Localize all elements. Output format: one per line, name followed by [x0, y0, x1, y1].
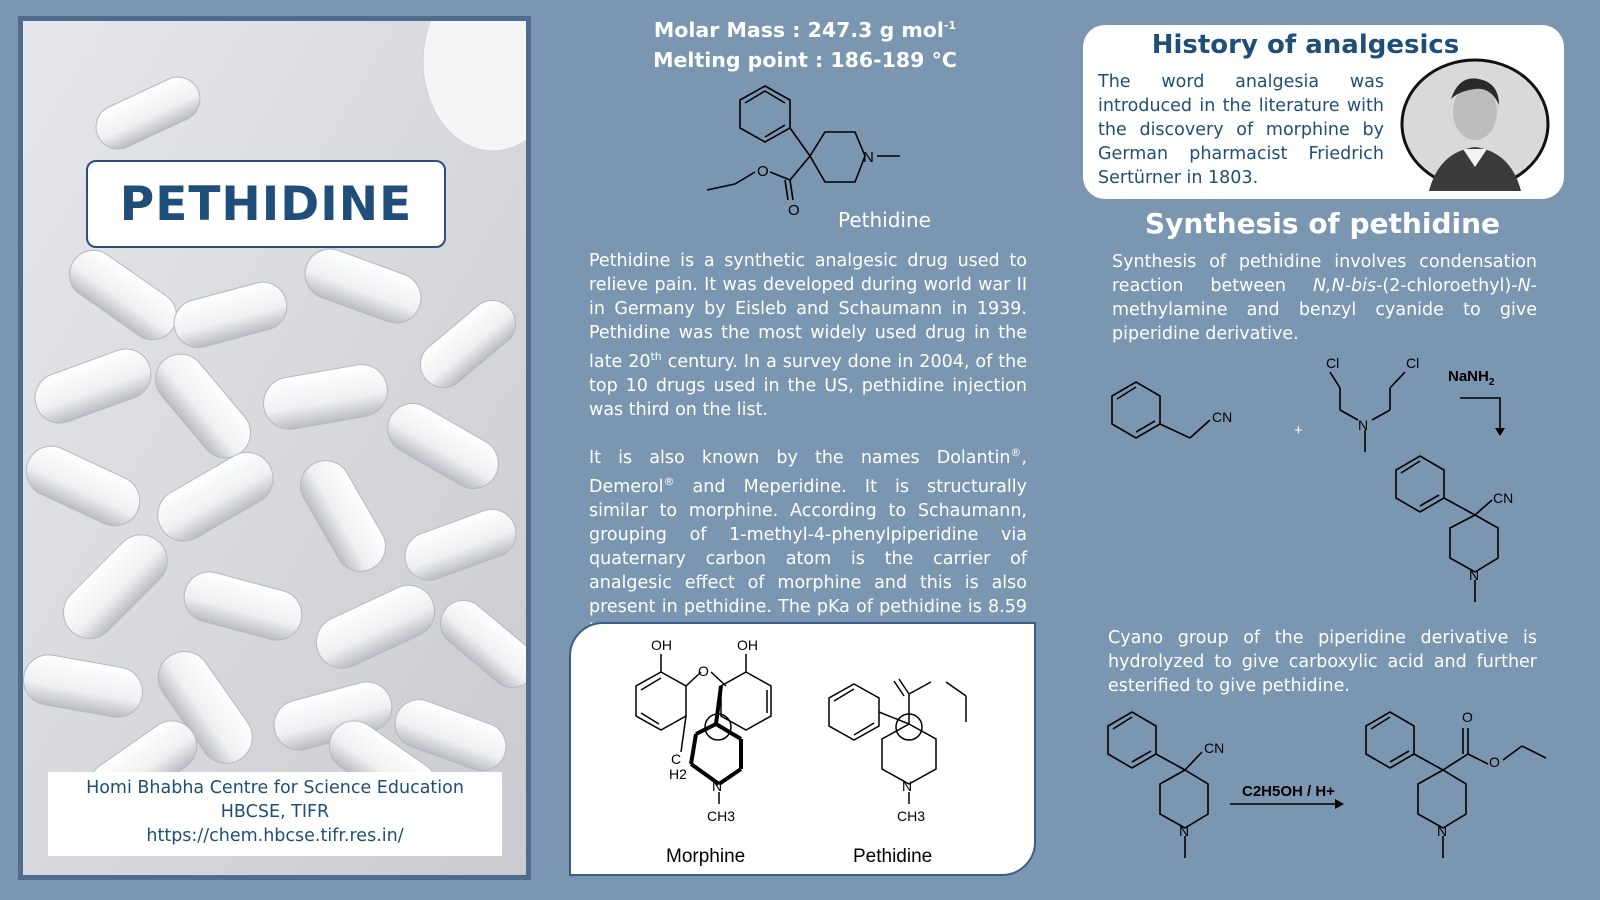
synthesis-title: Synthesis of pethidine [1144, 207, 1501, 240]
comparison-structures [571, 624, 1034, 874]
morphine-n: N [712, 778, 723, 794]
names-paragraph: It is also known by the names Dolantin®, Demerol® and Meperidine. It is structurally similar to morphine. According to Schaumann, grouping of 1-methyl-4-phenylpiperidine via quaternary carbon atom is the carrier of analgesic effect of morphine and this is also present in pethidine. The pKa of pethidine is 8.59 [589, 446, 1027, 617]
svg-text:CN: CN [1212, 409, 1233, 425]
reagent-nanh2: NaNH$_2$ [1448, 368, 1495, 388]
pethidine-n: N [902, 778, 913, 794]
svg-text:O: O [1489, 754, 1500, 770]
history-title: History of analgesics [1151, 30, 1460, 60]
morphine-h2: H2 [669, 766, 687, 782]
morphine-ch3: CH3 [707, 808, 736, 824]
o-atom-2: O [788, 202, 800, 219]
svg-text:O: O [1462, 709, 1473, 725]
morphine-oh-1: OH [651, 637, 672, 653]
structure-caption: Pethidine [838, 208, 931, 232]
title-box [86, 160, 446, 248]
synthesis-scheme-step1 [1100, 350, 1570, 620]
history-text: The word analgesia was introduced in the literature with the discovery of morphine by German pharmacist Friedrich Sertürner in 1803. [1098, 72, 1384, 188]
svg-text:N: N [1358, 417, 1369, 433]
page-title: PETHIDINE [119, 176, 413, 232]
morphine-o: O [698, 663, 709, 679]
svg-text:N: N [1437, 823, 1448, 839]
svg-text:Cl: Cl [1326, 355, 1340, 371]
pethidine-compare-caption: Pethidine [853, 846, 933, 867]
serturner-portrait [1399, 57, 1551, 191]
o-atom: O [757, 163, 769, 180]
n-atom: N [863, 149, 874, 166]
morphine-oh-2: OH [737, 637, 758, 653]
morphine-c: C [671, 751, 682, 767]
morphine-caption: Morphine [666, 846, 746, 867]
synthesis-text: Synthesis of pethidine involves condensation reaction between N,N-bis-(2-chloroethyl)-N-methylamine and benzyl cyanide to give piperidine derivative. [1112, 252, 1537, 344]
credit-institution: Homi Bhabha Centre for Science Education [86, 778, 464, 798]
svg-text:Cl: Cl [1406, 355, 1420, 371]
plus-sign: + [1294, 422, 1303, 439]
cover-photo-panel [18, 16, 531, 880]
pills-photo [23, 21, 526, 875]
credit-org: HBCSE, TIFR [220, 802, 330, 822]
molar-mass: Molar Mass : 247.3 g mol$^{-1}$ [653, 18, 957, 42]
intro-paragraph: Pethidine is a synthetic analgesic drug used to relieve pain. It was developed during world war II in Germany by Eisleb and Schaumann in 1939. Pethidine was the most widely used drug in the late 20th century. In a survey done in 2004, of the top 10 drugs used in the US, pethidine injection was third on the list. [589, 251, 1027, 420]
svg-text:N: N [1469, 567, 1480, 583]
credit-box [48, 772, 502, 856]
svg-text:CN: CN [1204, 740, 1225, 756]
reagent-ethanol: C2H5OH / H+ [1242, 783, 1335, 800]
hydrolysis-text: Cyano group of the piperidine derivative is hydrolyzed to give carboxylic acid and further esterified to give pethidine. [1108, 628, 1537, 696]
comparison-box [569, 622, 1036, 876]
melting-point: Melting point : 186-189 °C [653, 48, 957, 72]
svg-text:CN: CN [1493, 490, 1514, 506]
svg-text:N: N [1179, 823, 1190, 839]
pethidine-ch3: CH3 [897, 808, 926, 824]
credit-url[interactable]: https://chem.hbcse.tifr.res.in/ [146, 826, 404, 846]
synthesis-scheme-step2 [1100, 700, 1570, 890]
